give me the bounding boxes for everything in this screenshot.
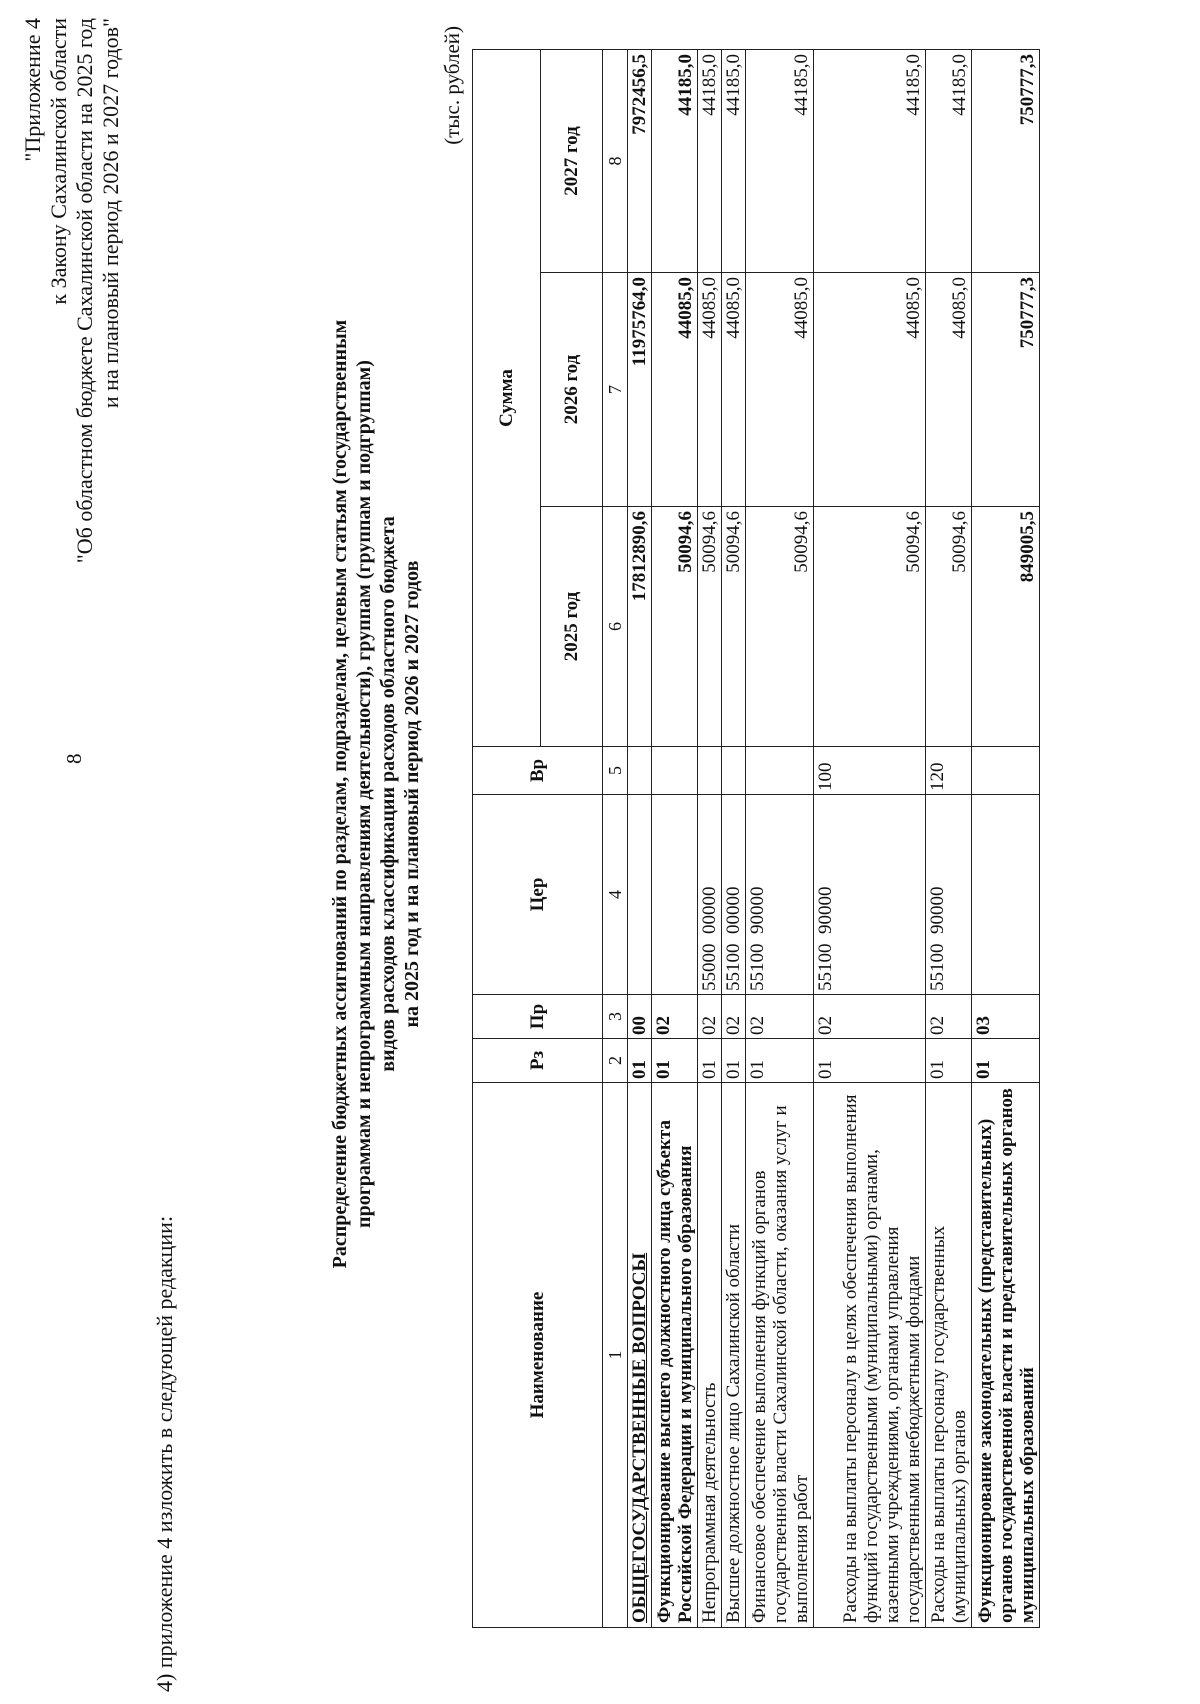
table-row	[746, 49, 814, 1627]
row-2026: 44085,0	[926, 273, 972, 507]
row-pr: 02	[814, 995, 926, 1039]
row-2026: 44085,0	[746, 273, 814, 507]
row-cer-part1: 55100	[747, 943, 768, 991]
row-vr	[722, 747, 746, 795]
header-2026: 2026 год	[541, 273, 603, 507]
row-2026: 750777,3	[972, 273, 1040, 507]
row-cer-part2: 00000	[723, 886, 744, 934]
table-body	[603, 49, 1040, 1627]
index-cell: 1	[603, 1083, 628, 1628]
row-rz: 01	[746, 1039, 814, 1083]
row-2025: 50094,6	[926, 507, 972, 747]
row-name: Расходы на выплаты персоналу в целях обеспечения выполнения функций государственными (муниципальными) органами, казенными учреждениями, органами управления государственными внебюджетными фондами	[814, 1083, 926, 1628]
row-cer	[746, 795, 814, 995]
page-number: 8	[62, 753, 86, 764]
row-2026: 44085,0	[652, 273, 698, 507]
appendix-line: "Об областном бюджете Сахалинской области на 2025 год	[72, 18, 97, 564]
index-cell: 4	[603, 795, 628, 995]
header-cer: Цер	[473, 795, 603, 995]
row-vr	[628, 747, 652, 795]
header-2025: 2025 год	[541, 507, 603, 747]
index-cell: 2	[603, 1039, 628, 1083]
row-vr	[746, 747, 814, 795]
intro-line: 4) приложение 4 изложить в следующей редакции:	[152, 1215, 177, 1692]
appendix-line: "Приложение 4	[20, 18, 45, 162]
title-line: программам и непрограммным направлениям деятельности), группам (группам и подгруппам)	[353, 360, 375, 1228]
header-sum: Сумма	[473, 49, 541, 746]
row-2025: 50094,6	[746, 507, 814, 747]
appendix-line: и на плановый период 2026 и 2027 годов"	[98, 18, 123, 409]
row-2027: 44185,0	[698, 49, 722, 272]
index-cell: 7	[603, 273, 628, 507]
row-name: Непрограммная деятельность	[698, 1083, 722, 1628]
row-name: ОБЩЕГОСУДАРСТВЕННЫЕ ВОПРОСЫ	[628, 1083, 652, 1628]
appendix-line: к Закону Сахалинской области	[46, 18, 71, 305]
row-cer	[722, 795, 746, 995]
document-title	[328, 264, 424, 1324]
row-cer-part2: 90000	[815, 886, 836, 934]
row-rz: 01	[814, 1039, 926, 1083]
row-cer	[926, 795, 972, 995]
row-rz: 01	[628, 1039, 652, 1083]
table-row	[698, 49, 722, 1627]
row-2027: 750777,3	[972, 49, 1040, 272]
row-pr: 02	[746, 995, 814, 1039]
row-name: Функционирование высшего должностного лица субъекта Российской Федерации и муниципального образования	[652, 1083, 698, 1628]
row-pr: 02	[698, 995, 722, 1039]
table-row	[926, 49, 972, 1627]
row-cer	[972, 795, 1040, 995]
row-2025: 50094,6	[722, 507, 746, 747]
units-label: (тыс. рублей)	[440, 26, 464, 145]
row-cer-part1: 55100	[723, 943, 744, 991]
row-rz: 01	[926, 1039, 972, 1083]
title-line: Распределение бюджетных ассигнований по разделам, подразделам, целевым статьям (государственным	[329, 319, 351, 1269]
row-2025: 50094,6	[652, 507, 698, 747]
row-2025: 50094,6	[814, 507, 926, 747]
index-cell: 6	[603, 507, 628, 747]
row-vr	[652, 747, 698, 795]
row-vr	[698, 747, 722, 795]
row-rz: 01	[722, 1039, 746, 1083]
row-name: Высшее должностное лицо Сахалинской области	[722, 1083, 746, 1628]
header-rz: Рз	[473, 1039, 603, 1083]
row-pr: 03	[972, 995, 1040, 1039]
row-2026: 44085,0	[698, 273, 722, 507]
row-vr	[972, 747, 1040, 795]
row-cer	[698, 795, 722, 995]
row-2027: 7972456,5	[628, 49, 652, 272]
header-name: Наименование	[473, 1083, 603, 1628]
row-name: Финансовое обеспечение выполнения функций органов государственной власти Сахалинской области, оказания услуг и выполнения работ	[746, 1083, 814, 1628]
row-cer-part1: 55100	[815, 943, 836, 991]
row-cer	[814, 795, 926, 995]
budget-table	[472, 49, 1040, 1628]
row-vr: 100	[814, 747, 926, 795]
row-2027: 44185,0	[722, 49, 746, 272]
row-pr: 02	[722, 995, 746, 1039]
index-cell: 5	[603, 747, 628, 795]
row-cer	[652, 795, 698, 995]
row-cer	[628, 795, 652, 995]
row-vr: 120	[926, 747, 972, 795]
row-2025: 50094,6	[698, 507, 722, 747]
row-pr: 02	[926, 995, 972, 1039]
index-cell: 8	[603, 49, 628, 272]
appendix-reference	[20, 18, 124, 778]
row-pr: 00	[628, 995, 652, 1039]
row-cer-part2: 90000	[747, 886, 768, 934]
row-rz: 01	[972, 1039, 1040, 1083]
column-index-row	[603, 49, 628, 1627]
row-2025: 17812890,6	[628, 507, 652, 747]
row-2027: 44185,0	[652, 49, 698, 272]
row-cer-part1: 55100	[927, 943, 948, 991]
row-2025: 849005,5	[972, 507, 1040, 747]
header-pr: Пр	[473, 995, 603, 1039]
row-2026: 44085,0	[722, 273, 746, 507]
row-cer-part2: 00000	[699, 886, 720, 934]
header-vr: Вр	[473, 747, 603, 795]
row-rz: 01	[652, 1039, 698, 1083]
table-row	[652, 49, 698, 1627]
header-2027: 2027 год	[541, 49, 603, 272]
row-2027: 44185,0	[814, 49, 926, 272]
row-pr: 02	[652, 995, 698, 1039]
table-row	[722, 49, 746, 1627]
table-row	[628, 49, 652, 1627]
row-rz: 01	[698, 1039, 722, 1083]
row-2026: 44085,0	[814, 273, 926, 507]
row-name: Расходы на выплаты персоналу государственных (муниципальных) органов	[926, 1083, 972, 1628]
title-line: на 2025 год и на плановый период 2026 и 2027 годов	[401, 560, 423, 1028]
table-row	[972, 49, 1040, 1627]
row-2027: 44185,0	[926, 49, 972, 272]
row-2026: 11975764,0	[628, 273, 652, 507]
row-name: Функционирование законодательных (представительных) органов государственной власти и представительных органов муниципальных образований	[972, 1083, 1040, 1628]
title-line: видов расходов классификации расходов областного бюджета	[377, 516, 399, 1072]
row-2027: 44185,0	[746, 49, 814, 272]
table-row	[814, 49, 926, 1627]
index-cell: 3	[603, 995, 628, 1039]
row-cer-part2: 90000	[927, 886, 948, 934]
row-cer-part1: 55000	[699, 943, 720, 991]
